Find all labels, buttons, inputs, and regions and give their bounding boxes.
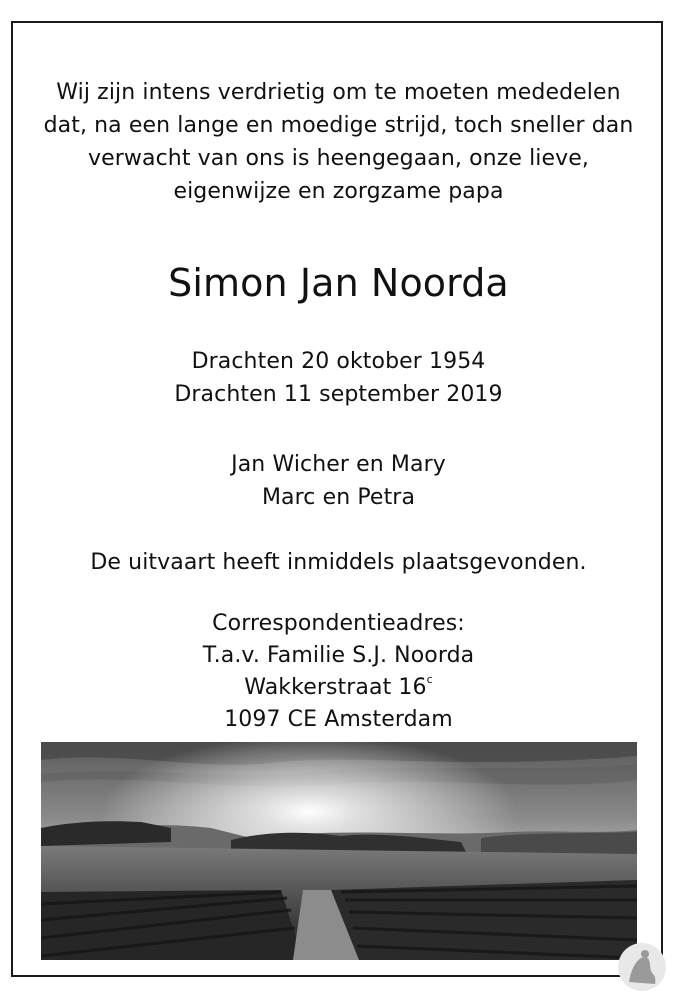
life-dates [0,345,677,411]
address-city: 1097 CE Amsterdam [224,707,453,732]
intro-line: eigenwijze en zorgzame papa [173,179,504,204]
address-heading: Correspondentieadres: [212,611,465,636]
intro-line: dat, na een lange en moedige strijd, toch sneller dan [43,113,634,138]
family-names [0,448,677,514]
intro-line: Wij zijn intens verdrietig om te moeten mededelen [56,80,621,105]
funeral-note: De uitvaart heeft inmiddels plaatsgevonden. [90,550,587,575]
birth-date: Drachten 20 oktober 1954 [191,349,486,374]
address-attention: T.a.v. Familie S.J. Noorda [202,643,475,668]
street-suffix: c [426,673,433,686]
address-street [0,672,677,704]
street-name: Wakkerstraat 16 [244,675,427,700]
death-date: Drachten 11 september 2019 [174,382,503,407]
memorial-logo-icon [615,940,669,994]
deceased-name: Simon Jan Noorda [168,261,509,305]
vineyard-sunrise-photo [41,742,637,960]
family-line: Jan Wicher en Mary [231,452,446,477]
intro-line: verwacht van ons is heengegaan, onze lieve, [88,146,589,171]
family-line: Marc en Petra [261,485,416,510]
intro-text [0,76,677,208]
correspondence-address [0,608,677,736]
